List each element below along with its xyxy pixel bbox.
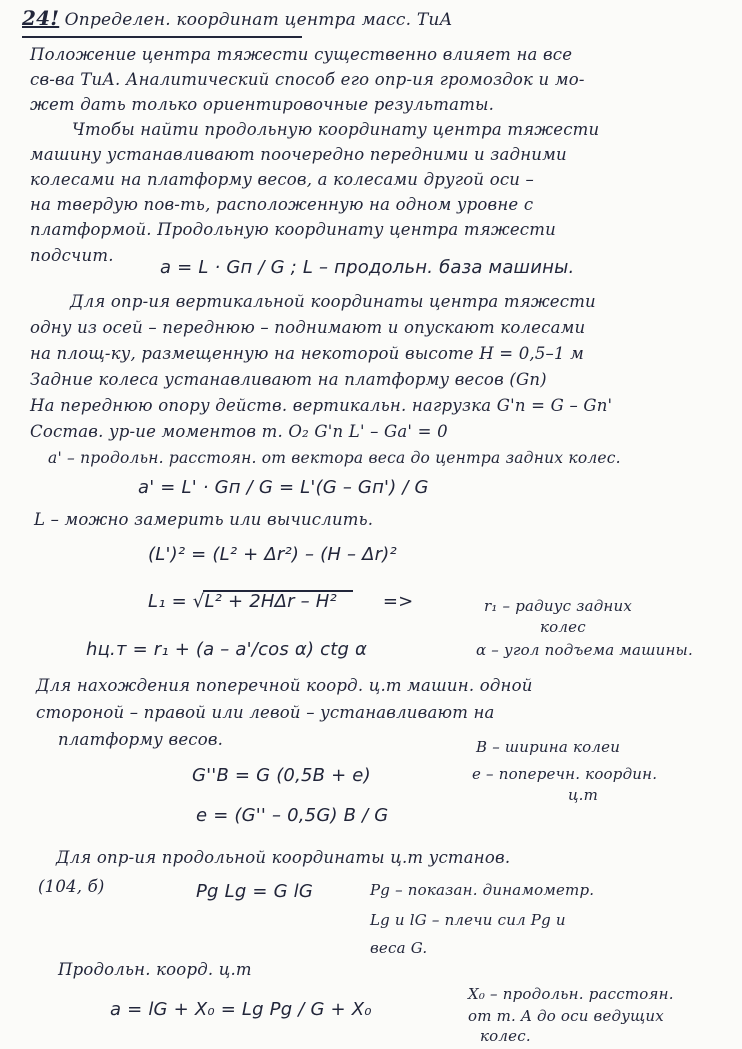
text-line: L – можно замерить или вычислить. xyxy=(34,510,374,529)
text-line: подсчит. xyxy=(30,246,114,265)
text-line: Чтобы найти продольную координату центра тяжести xyxy=(72,120,600,139)
text-line: Для опр-ия продольной координаты ц.т установ. xyxy=(56,848,511,867)
text-line: Положение центра тяжести существенно влияет на все xyxy=(30,45,573,64)
text-line: платформой. Продольную координату центра тяжести xyxy=(30,220,556,239)
sqrt-sign: √ xyxy=(192,591,205,612)
text-line: Задние колеса устанавливают на платформу весов (Gп) xyxy=(30,370,547,389)
sqrt-overline xyxy=(203,590,353,592)
implies-arrow: => xyxy=(382,591,414,612)
formula-e: e = (G'' – 0,5G) B / G xyxy=(196,805,389,826)
note-e: e – поперечн. координ. xyxy=(472,765,658,783)
note-r1: r₁ – радиус задних xyxy=(484,597,633,615)
formula-a-prime: a' = L' · Gп / G = L'(G – Gп') / G xyxy=(138,477,429,498)
formula-l1-left: L₁ = xyxy=(148,591,193,612)
note-e: ц.т xyxy=(568,786,599,804)
note-pg: Pg – показан. динамометр. xyxy=(370,881,595,899)
text-line: колесами на платформу весов, а колесами другой оси – xyxy=(30,170,534,189)
text-line: Для опр-ия вертикальной координаты центра тяжести xyxy=(70,292,596,311)
text-line: платформу весов. xyxy=(58,730,224,749)
note-pg: Lg и lG – плечи сил Pg и xyxy=(370,911,566,929)
formula-longitudinal: a = L · Gп / G ; L – продольн. база машины. xyxy=(160,257,575,278)
text-line: одну из осей – переднюю – поднимают и опускают колесами xyxy=(30,318,586,337)
note-x0: от т. A до оси ведущих xyxy=(468,1007,664,1025)
text-line: На переднюю опору действ. вертикальн. нагрузка G'п = G – Gп' xyxy=(30,396,613,415)
text-line: (104, б) xyxy=(38,877,105,896)
text-line: св-ва ТиА. Аналитический способ его опр-ия громоздок и мо- xyxy=(30,70,585,89)
formula-l1-radicand: L² + 2HΔr – H² xyxy=(204,591,337,612)
text-line: a' – продольн. расстоян. от вектора веса до центра задних колес. xyxy=(48,449,621,467)
note-alpha: α – угол подъема машины. xyxy=(476,641,693,659)
formula-l1 xyxy=(148,592,413,612)
text-line: Состав. ур-ие моментов т. O₂ G'п L' – Ga' = 0 xyxy=(30,422,448,441)
section-title: Определен. координат центра масс. ТиА xyxy=(64,10,453,30)
text-line: жет дать только ориентировочные результаты. xyxy=(30,95,495,114)
note-b: B – ширина колеи xyxy=(476,738,621,756)
text-line: машину устанавливают поочередно передними и задними xyxy=(30,145,567,164)
text-line: Для нахождения поперечной коорд. ц.т машин. одной xyxy=(36,676,533,695)
section-number: 24! xyxy=(22,6,60,30)
formula-lateral: G''B = G (0,5B + e) xyxy=(192,765,371,786)
formula-final: a = lG + X₀ = Lg Pg / G + X₀ xyxy=(110,999,372,1020)
text-line: Продольн. коорд. ц.т xyxy=(58,960,252,979)
text-line: стороной – правой или левой – устанавливают на xyxy=(36,703,495,722)
text-line: на твердую пов-ть, расположенную на одном уровне с xyxy=(30,195,534,214)
title-line xyxy=(22,8,453,30)
note-x0: колес. xyxy=(480,1027,531,1045)
text-line: на площ-ку, размещенную на некоторой высоте H = 0,5–1 м xyxy=(30,344,585,363)
note-r1: колес xyxy=(540,618,586,636)
note-pg: веса G. xyxy=(370,939,428,957)
formula-l-prime-squared: (L')² = (L² + Δr²) – (H – Δr)² xyxy=(148,544,397,565)
title-underline xyxy=(22,36,302,38)
note-x0: X₀ – продольн. расстоян. xyxy=(468,985,674,1003)
formula-dynamometer: Pg Lg = G lG xyxy=(196,881,314,902)
formula-height-cg: hц.т = r₁ + (a – a'/cos α) ctg α xyxy=(86,639,368,660)
